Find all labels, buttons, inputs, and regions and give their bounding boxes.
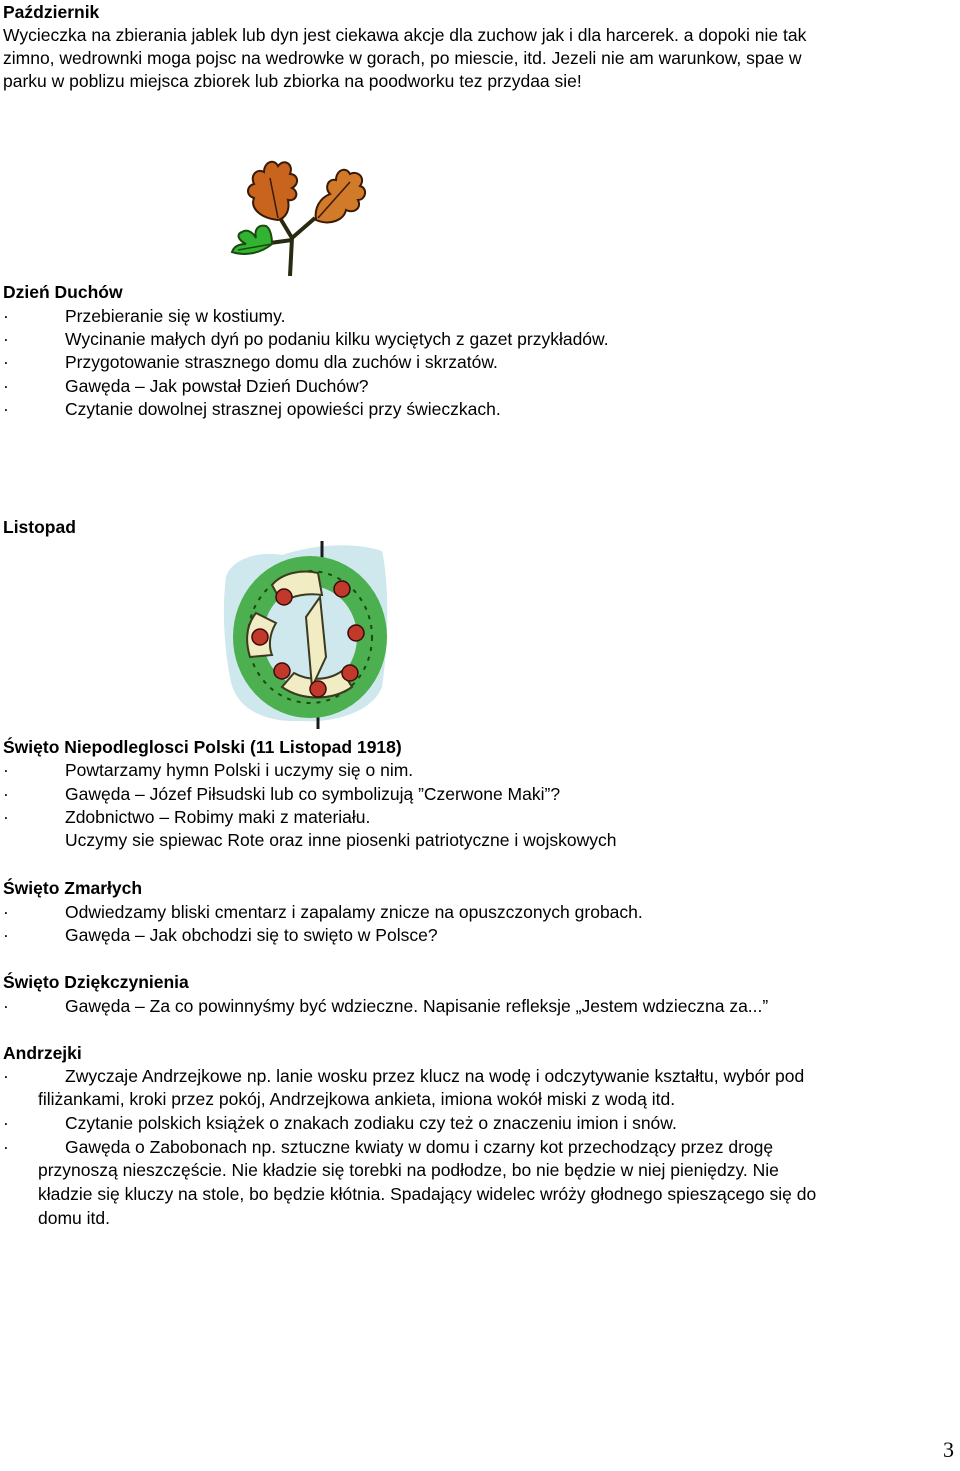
independence-extra-text: Uczymy sie spiewac Rote oraz inne piosenki patriotyczne i wojskowych [65,830,617,850]
list-item: · Gawęda o Zabobonach np. sztuczne kwiaty w domu i czarny kot przechodzący przez drogę [3,1137,774,1157]
october-paragraph-line: zimno, wedrownki moga pojsc na wedrowke w gorach, po miescie, itd. Jezeli nie am warunkow, spae w [3,48,802,68]
list-item-text: Wycinanie małych dyń po podaniu kilku wyciętych z gazet przykładów. [65,329,609,349]
list-item-text: Przygotowanie strasznego domu dla zuchów i skrzatów. [65,352,498,372]
halloween-heading: Dzień Duchów [3,282,123,302]
list-item-text: Zwyczaje Andrzejkowe np. lanie wosku przez klucz na wodę i odczytywanie kształtu, wybór pod [65,1066,805,1086]
list-item: · Czytanie polskich książek o znakach zodiaku czy też o znaczeniu imion i snów. [3,1113,677,1133]
list-item: · Zwyczaje Andrzejkowe np. lanie wosku przez klucz na wodę i odczytywanie kształtu, wybór pod [3,1066,805,1086]
list-item-text: Gawęda – Jak powstał Dzień Duchów? [65,376,369,396]
poppy-wreath-image [222,537,392,729]
all-souls-heading: Święto Zmarłych [3,878,143,898]
thanksgiving-heading: Święto Dziękczynienia [3,972,189,992]
list-item-text: Gawęda – Józef Piłsudski lub co symbolizują ”Czerwone Maki”? [65,784,561,804]
independence-heading: Święto Niepodleglosci Polski (11 Listopad 1918) [3,737,402,757]
list-item-text: Czytanie dowolnej strasznej opowieści przy świeczkach. [65,399,501,419]
list-item-continuation: filiżankami, kroki przez pokój, Andrzejkowa ankieta, imiona wokół miski z wodą itd. [38,1089,676,1109]
list-item: · Powtarzamy hymn Polski i uczymy się o nim. [3,760,414,780]
list-item: · Gawęda – Józef Piłsudski lub co symbolizują ”Czerwone Maki”? [3,784,561,804]
november-heading: Listopad [3,517,76,537]
list-item: · Odwiedzamy bliski cmentarz i zapalamy znicze na opuszczonych grobach. [3,902,643,922]
list-item: · Czytanie dowolnej strasznej opowieści przy świeczkach. [3,399,501,419]
october-paragraph-line: parku w poblizu miejsca zbiorek lub zbiorka na poodworku tez przydaa sie! [3,71,582,91]
oak-leaves-icon [220,148,370,278]
page-number: 3 [943,1437,954,1462]
poppy-wreath-icon [222,537,392,729]
october-heading: Październik [3,2,100,22]
list-item-text: Gawęda – Za co powinnyśmy być wdzieczne. Napisanie refleksje „Jestem wdzieczna za...” [65,996,769,1016]
list-item-continuation: kładzie się kluczy na stole, bo będzie kłótnia. Spadający widelec wróży głodnego spieszącego się do [38,1184,817,1204]
list-item-text: Gawęda o Zabobonach np. sztuczne kwiaty w domu i czarny kot przechodzący przez drogę [65,1137,774,1157]
andrzejki-heading: Andrzejki [3,1043,82,1063]
list-item-text: Przebieranie się w kostiumy. [65,306,286,326]
list-item-text: Gawęda – Jak obchodzi się to swięto w Polsce? [65,925,438,945]
list-item: · Gawęda – Jak obchodzi się to swięto w Polsce? [3,925,438,945]
list-item: · Gawęda – Za co powinnyśmy być wdzieczne. Napisanie refleksje „Jestem wdzieczna za...” [3,996,769,1016]
list-item: · Wycinanie małych dyń po podaniu kilku wyciętych z gazet przykładów. [3,329,609,349]
list-item: · Przygotowanie strasznego domu dla zuchów i skrzatów. [3,352,498,372]
list-item: · Przebieranie się w kostiumy. [3,306,286,326]
list-item-continuation: przynoszą nieszczęście. Nie kładzie się torebki na podłodze, bo nie będzie w niej pieniędzy. Nie [38,1160,779,1180]
list-item-text: Czytanie polskich książek o znakach zodiaku czy też o znaczeniu imion i snów. [65,1113,677,1133]
list-item: · Gawęda – Jak powstał Dzień Duchów? [3,376,369,396]
list-item: · Zdobnictwo – Robimy maki z materiału. [3,807,371,827]
list-item-text: Odwiedzamy bliski cmentarz i zapalamy znicze na opuszczonych grobach. [65,902,643,922]
list-item-text: Zdobnictwo – Robimy maki z materiału. [65,807,371,827]
october-paragraph-line: Wycieczka na zbierania jablek lub dyn jest ciekawa akcje dla zuchow jak i dla harcerek. a dopoki nie tak [3,25,807,45]
oak-leaves-image [220,148,370,278]
list-item-text: Powtarzamy hymn Polski i uczymy się o nim. [65,760,414,780]
list-item-continuation: domu itd. [38,1208,110,1228]
